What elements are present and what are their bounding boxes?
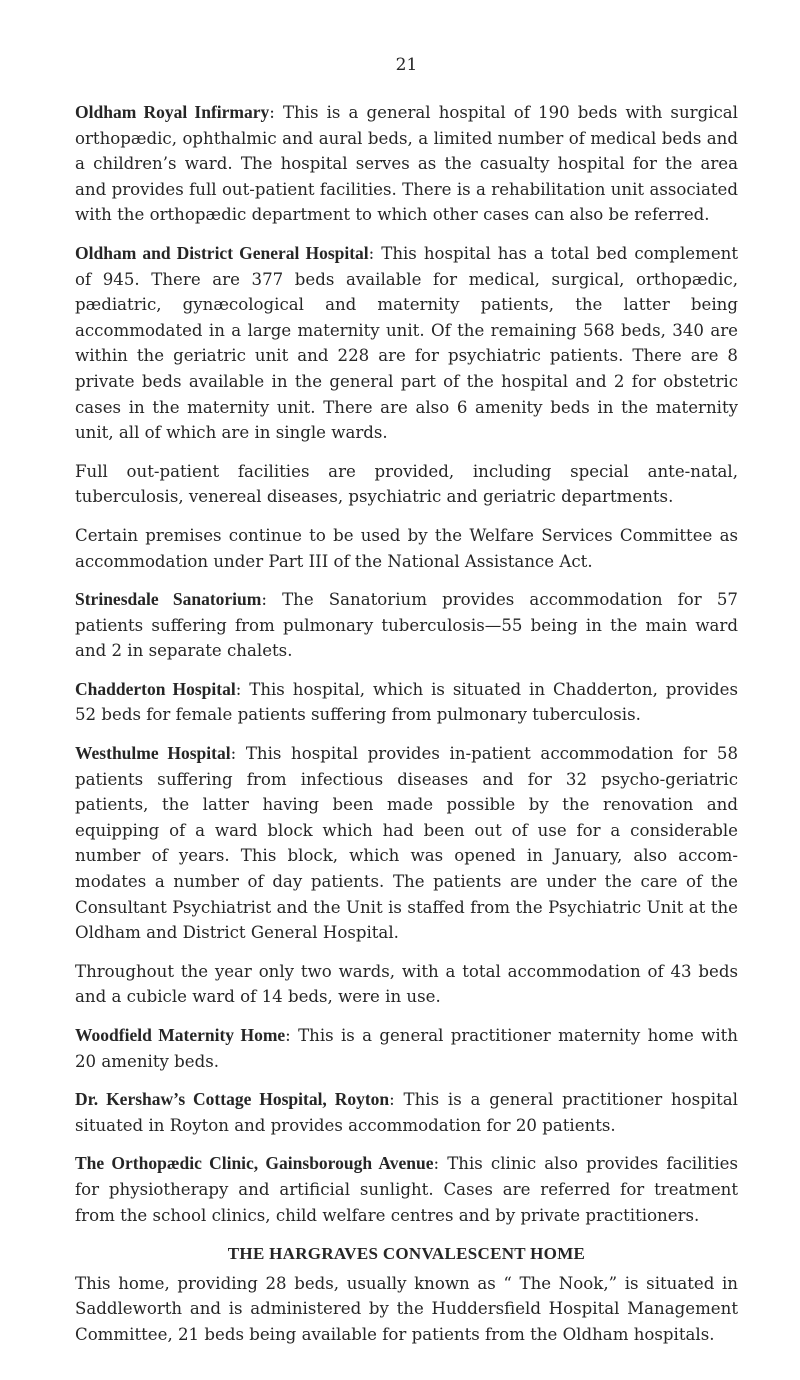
paragraph-heading: Chadderton Hospital: [75, 678, 236, 699]
paragraph-heading: The Orthopædic Clinic, Gainsborough Avenue: [75, 1153, 434, 1174]
paragraph-oldham-district-general: [75, 241, 738, 446]
paragraph-text: : This is a general practitioner hospital situated in Royton and provides accommodation for 20 patients.: [75, 1090, 738, 1135]
paragraph-heading: Oldham and District General Hospital: [75, 242, 369, 263]
paragraph-strinesdale-sanatorium: [75, 587, 738, 664]
paragraph-text: Certain premises continue to be used by the Welfare Services Committee as accommodation under Part III of the National Assistance Act.: [75, 525, 738, 571]
paragraph-orthopaedic-clinic: [75, 1151, 738, 1228]
paragraph-text: : The Sanatorium provides accommodation for 57 patients suffering from pulmonary tuberculosis—55 being in the main ward and 2 in separate chalets.: [75, 590, 738, 661]
section-heading: THE HARGRAVES CONVALESCENT HOME: [227, 1244, 586, 1264]
paragraph-out-patient: [75, 459, 738, 510]
paragraph-oldham-royal-infirmary: [75, 100, 738, 228]
paragraph-heading: Oldham Royal Infirmary: [75, 102, 270, 122]
paragraph-welfare-services: [75, 523, 738, 574]
paragraph-kershaw-cottage: [75, 1087, 738, 1138]
paragraph-text: This home, providing 28 beds, usually known as “ The Nook,” is situated in Saddleworth and is administered by the Huddersfield Hospital Management Committee, 21 beds being available for patients from the Oldham hospitals.: [75, 1273, 738, 1344]
paragraph-text: Full out-patient facilities are provided, including special ante-natal, tuberculosis, venereal diseases, psychiatric and geriatric departments.: [75, 461, 738, 507]
paragraph-text: Throughout the year only two wards, with a total accommodation of 43 beds and a cubicle ward of 14 beds, were in use.: [75, 961, 738, 1007]
paragraph-text: : This clinic also provides facilities for physiotherapy and artificial sunlight. Cases are referred for treatment from the school clinics, child welfare centres and by private practitioners.: [75, 1154, 738, 1225]
paragraph-throughout-year: [75, 959, 738, 1010]
paragraph-text: : This is a general hospital of 190 beds with surgical orthopædic, ophthalmic and aural beds, a limited number of medical beds and a children’s ward. The hospital serves as the casualty hospital for the area and provides full out-patient facilities. There is a rehabilitation unit associated with the orthopædic department to which other cases can also be referred.: [75, 103, 738, 225]
paragraph-heading: Dr. Kershaw’s Cottage Hospital, Royton: [75, 1089, 390, 1110]
paragraph-heading: Woodfield Maternity Home: [75, 1025, 286, 1045]
paragraph-woodfield-maternity: [75, 1023, 738, 1074]
page-number: 21: [395, 55, 418, 75]
paragraph-text: : This hospital provides in-patient accommodation for 58 patients suffering from infectious diseases and for 32 psycho-geriatric patients, the latter having been made possible by the renovation and equipping of a ward block which had been out of use for a considerable number of years. This block, which was opened in January, also accom-modates a number of day patients. The patients are under the care of the Consultant Psychiatrist and the Unit is staffed from the Psychiatric Unit at the Oldham and District General Hospital.: [75, 744, 739, 943]
paragraph-chadderton-hospital: [75, 677, 738, 728]
paragraph-westhulme-hospital: [75, 741, 738, 946]
paragraph-heading: Westhulme Hospital: [75, 743, 231, 764]
paragraph-hargraves-home: [75, 1271, 738, 1348]
paragraph-heading: Strinesdale Sanatorium: [75, 589, 262, 610]
paragraph-text: : This is a general practitioner maternity home with 20 amenity beds.: [75, 1026, 738, 1071]
paragraph-text: : This hospital, which is situated in Chadderton, provides 52 beds for female patients suffering from pulmonary tuberculosis.: [75, 679, 739, 725]
paragraph-text: : This hospital has a total bed complement of 945. There are 377 beds available for medical, surgical, orthopædic, pædiatric, gynæcological and maternity patients, the latter being accommodated in a large maternity unit. Of the remaining 568 beds, 340 are within the geriatric unit and 228 are for psychiatric patients. There are 8 private beds available in the general part of the hospital and 2 for obstetric cases in the maternity unit. There are also 6 amenity beds in the maternity unit, all of which are in single wards.: [75, 243, 739, 443]
